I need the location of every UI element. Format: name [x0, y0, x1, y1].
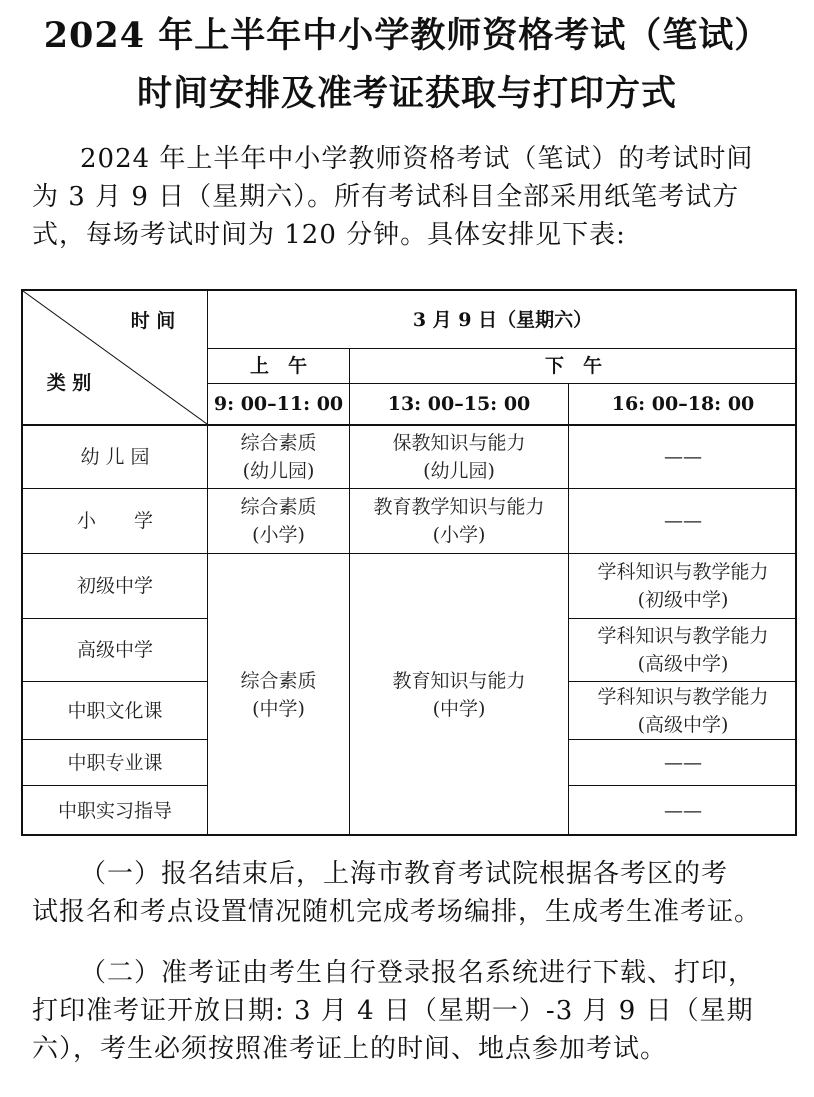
- corner-category-label: 类 别: [46, 372, 92, 394]
- category-cell: 小 学: [76, 510, 153, 532]
- subject-cell: 学科知识与教学能力 (高级中学): [597, 625, 769, 675]
- subject-cell: ——: [664, 751, 702, 774]
- afternoon-header: 下 午: [544, 355, 602, 377]
- subject-cell: ——: [664, 800, 702, 822]
- note-line: （一）报名结束后，上海市教育考试院根据各考区的考: [80, 859, 729, 889]
- slot-header: 16: 00–18: 00: [611, 393, 755, 415]
- morning-header: 上 午: [249, 355, 307, 377]
- intro-line: 2024 年上半年中小学教师资格考试（笔试）的考试时间: [80, 144, 754, 174]
- subject-cell: 综合素质 (小学): [240, 496, 317, 546]
- subject-cell-merged: 教育知识与能力 (中学): [392, 670, 526, 720]
- subject-cell: ——: [664, 446, 702, 468]
- category-cell: 中职专业课: [67, 751, 163, 774]
- note-line: 六），考生必须按照准考证上的时间、地点参加考试。: [32, 1034, 668, 1064]
- note-line: （二）准考证由考生自行登录报名系统进行下载、打印，: [80, 958, 756, 988]
- subject-cell-merged: 综合素质 (中学): [240, 670, 317, 720]
- date-header: 3 月 9 日（星期六）: [412, 308, 593, 331]
- note-line: 打印准考证开放日期: 3 月 4 日（星期一）-3 月 9 日（星期: [32, 996, 754, 1026]
- intro-paragraph: [32, 140, 792, 254]
- subject-cell: 教育教学知识与能力 (小学): [373, 496, 545, 546]
- slot-header: 9: 00–11: 00: [213, 393, 344, 415]
- schedule-table: [21, 289, 797, 836]
- slot-header: 13: 00–15: 00: [387, 393, 531, 415]
- title-line-1: 2024 年上半年中小学教师资格考试（笔试）: [43, 15, 771, 56]
- category-cell: 幼 儿 园: [80, 446, 150, 468]
- category-cell: 中职文化课: [67, 699, 163, 722]
- intro-line: 式，每场考试时间为 120 分钟。具体安排见下表:: [32, 220, 626, 250]
- note-line: 试报名和考点设置情况随机完成考场编排，生成考生准考证。: [32, 897, 762, 927]
- subject-cell: 学科知识与教学能力 (高级中学): [597, 685, 769, 736]
- subject-cell: ——: [664, 510, 702, 532]
- category-cell: 初级中学: [76, 575, 153, 597]
- category-cell: 中职实习指导: [57, 800, 172, 822]
- note-paragraph-1: [32, 855, 792, 931]
- subject-cell: 学科知识与教学能力 (初级中学): [597, 561, 769, 611]
- subject-cell: 保教知识与能力 (幼儿园): [392, 432, 526, 482]
- title-line-2: 时间安排及准考证获取与打印方式: [136, 73, 677, 114]
- intro-line: 为 3 月 9 日（星期六）。所有考试科目全部采用纸笔考试方: [32, 182, 740, 212]
- note-paragraph-2: [32, 954, 792, 1068]
- category-cell: 高级中学: [76, 639, 153, 661]
- subject-cell: 综合素质 (幼儿园): [240, 432, 317, 482]
- corner-time-label: 时 间: [130, 310, 176, 332]
